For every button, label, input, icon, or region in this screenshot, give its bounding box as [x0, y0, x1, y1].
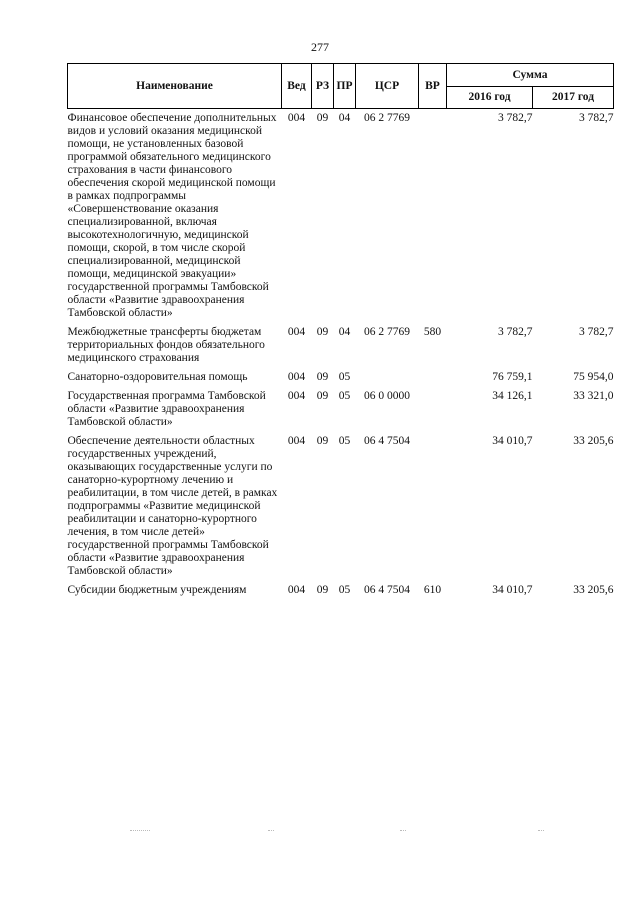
- row-ved: 004: [287, 584, 306, 596]
- row-2017: 3 782,7: [579, 112, 614, 124]
- row-rz: 09: [316, 326, 329, 338]
- row-csr: 06 4 7504: [364, 435, 410, 447]
- row-pr: 05: [338, 390, 351, 402]
- row-pr: 04: [338, 112, 351, 124]
- row-vr: [419, 371, 447, 390]
- row-ved: 004: [287, 390, 306, 402]
- header-csr: ЦСР: [356, 64, 419, 109]
- page-number: 277: [311, 40, 329, 54]
- scan-mark: [130, 830, 150, 832]
- row-csr: 06 2 7769: [364, 112, 410, 124]
- row-pr: 05: [338, 584, 351, 596]
- row-rz: 09: [316, 584, 329, 596]
- table-row: [68, 390, 614, 435]
- row-pr: 04: [338, 326, 351, 338]
- table-row: [68, 435, 614, 584]
- row-csr: 06 0 0000: [364, 390, 410, 402]
- row-vr: [419, 435, 447, 584]
- row-2016: 34 010,7: [492, 584, 533, 596]
- table-row: [68, 371, 614, 390]
- row-rz: 09: [316, 435, 329, 447]
- row-vr: [419, 390, 447, 435]
- row-2017: 33 205,6: [573, 584, 614, 596]
- row-ved: 004: [287, 371, 306, 383]
- row-vr: [419, 109, 447, 327]
- header-sum: Сумма: [447, 64, 614, 87]
- row-2016: 76 759,1: [492, 371, 533, 383]
- row-2016: 3 782,7: [498, 112, 533, 124]
- row-csr: 06 4 7504: [364, 584, 410, 596]
- row-ved: 004: [287, 326, 306, 338]
- row-2017: 75 954,0: [573, 371, 614, 383]
- header-2016: 2016 год: [447, 87, 533, 109]
- row-pr: 05: [338, 435, 351, 447]
- row-2016: 3 782,7: [498, 326, 533, 338]
- row-csr: [356, 371, 419, 390]
- scan-mark: [400, 830, 406, 832]
- row-name: Обеспечение деятельности областных государственных учреждений, оказывающих государственные услуги по санаторно-курортному лечению и реабилитации, в том числе детей, в рамках подпрограммы «Развитие медицинской реабилитации и санаторно-курортного лечения, в том числе детей» государственной программы Тамбовской области «Развитие здравоохранения Тамбовской области»: [67, 435, 278, 577]
- row-ved: 004: [287, 435, 306, 447]
- budget-table: [67, 63, 614, 603]
- row-vr: 610: [423, 584, 442, 596]
- row-2017: 33 321,0: [573, 390, 614, 402]
- row-name: Государственная программа Тамбовской области «Развитие здравоохранения Тамбовской области»: [67, 390, 266, 428]
- header-rz: РЗ: [312, 64, 334, 109]
- row-rz: 09: [316, 390, 329, 402]
- row-2017: 3 782,7: [579, 326, 614, 338]
- header-vr: ВР: [419, 64, 447, 109]
- table-row: [68, 326, 614, 371]
- scan-mark: [538, 830, 544, 832]
- row-name: Финансовое обеспечение дополнительных видов и условий оказания медицинской помощи, не установленных базовой программой обязательного медицинского страхования в части финансового обеспечения скорой медицинской помощи в рамках подпрограммы «Совершенствование оказания специализированной, включая высокотехнологичную, медицинской помощи, скорой, в том числе скорой специализированной, медицинской помощи, медицинской эвакуации» государственной программы Тамбовской области «Развитие здравоохранения Тамбовской области»: [67, 112, 277, 319]
- row-csr: 06 2 7769: [364, 326, 410, 338]
- header-pr: ПР: [334, 64, 356, 109]
- header-ved: Вед: [282, 64, 312, 109]
- row-rz: 09: [316, 371, 329, 383]
- row-2016: 34 126,1: [492, 390, 533, 402]
- row-vr: 580: [423, 326, 442, 338]
- row-name: Межбюджетные трансферты бюджетам территориальных фондов обязательного медицинского страхования: [67, 326, 265, 364]
- row-2017: 33 205,6: [573, 435, 614, 447]
- row-rz: 09: [316, 112, 329, 124]
- row-2016: 34 010,7: [492, 435, 533, 447]
- row-name: Субсидии бюджетным учреждениям: [67, 584, 247, 596]
- header-2017: 2017 год: [533, 87, 614, 109]
- table-row: [68, 584, 614, 603]
- header-name: Наименование: [68, 64, 282, 109]
- row-name: Санаторно-оздоровительная помощь: [67, 371, 248, 383]
- row-pr: 05: [338, 371, 351, 383]
- table-row: [68, 109, 614, 327]
- scan-mark: [268, 830, 274, 832]
- row-ved: 004: [287, 112, 306, 124]
